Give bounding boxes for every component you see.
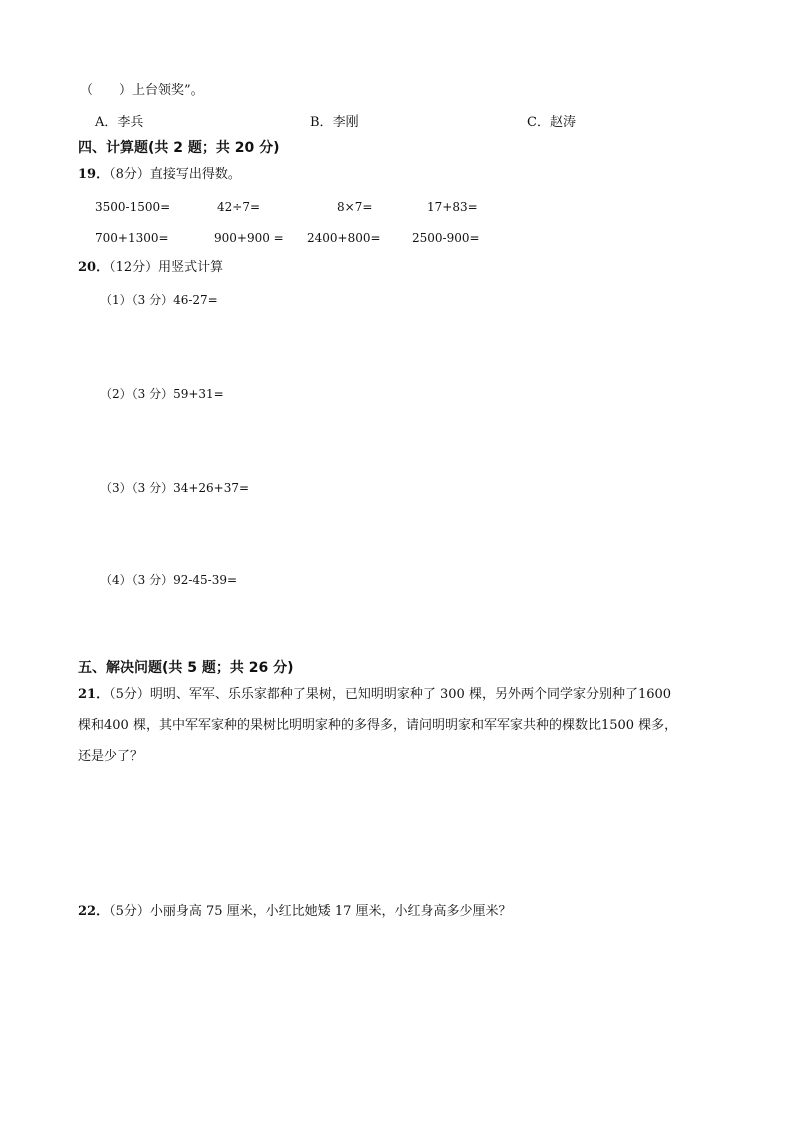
section5-title: 五、解决问题(共 5 题；共 26 分) xyxy=(78,660,294,676)
q20-number: 20． xyxy=(78,260,110,275)
q18-blank-line xyxy=(80,82,204,100)
q19-expr-2: 42÷7= xyxy=(217,200,261,214)
q18-option-b xyxy=(310,114,359,132)
option-text: 李兵 xyxy=(117,115,144,130)
q19-expr-7: 2400+800= xyxy=(307,231,381,245)
q19-expr-5: 700+1300= xyxy=(95,231,169,245)
q20-item-2: （2）（3 分）59+31= xyxy=(100,387,224,401)
q21-line-1 xyxy=(78,686,671,704)
q20-item-4: （4）（3 分）92-45-39= xyxy=(100,573,238,587)
q18-option-a xyxy=(95,114,143,132)
q20-item-3: （3）（3 分）34+26+37= xyxy=(100,481,250,495)
q22-line xyxy=(78,903,512,921)
q20-score: （12分） xyxy=(109,260,159,275)
q20-prompt: 用竖式计算 xyxy=(158,260,224,275)
option-text: 李刚 xyxy=(332,115,359,130)
q22-score: （5分） xyxy=(109,904,150,919)
q19-number: 19． xyxy=(78,167,110,182)
q18-blank-text: （ ）上台领奖”。 xyxy=(80,83,204,98)
q21-text-1: 明明、军军、乐乐家都种了果树，已知明明家种了 300 棵，另外两个同学家分别种了1600 xyxy=(149,687,672,702)
q19-score: （8分） xyxy=(109,167,150,182)
option-letter: B． xyxy=(310,115,333,130)
option-letter: C． xyxy=(527,115,550,130)
option-text: 赵涛 xyxy=(549,115,576,130)
q21-number: 21． xyxy=(78,687,110,702)
q18-option-c xyxy=(527,114,576,132)
q22-text: 小丽身高 75 厘米，小红比她矮 17 厘米，小红身高多少厘米？ xyxy=(149,904,512,919)
q19-expr-8: 2500-900= xyxy=(412,231,480,245)
q19-prompt: 直接写出得数。 xyxy=(149,167,241,182)
q19-expr-3: 8×7= xyxy=(337,200,373,214)
q21-score: （5分） xyxy=(109,687,150,702)
q19-expr-1: 3500-1500= xyxy=(95,200,171,214)
q20-header xyxy=(78,259,223,277)
q19-expr-6: 900+900 = xyxy=(214,231,284,245)
q21-line-3: 还是少了？ xyxy=(78,749,144,764)
q22-number: 22． xyxy=(78,904,110,919)
q19-header xyxy=(78,166,241,184)
q20-item-1: （1）（3 分）46-27= xyxy=(100,293,218,307)
q19-expr-4: 17+83= xyxy=(427,200,478,214)
option-letter: A． xyxy=(95,115,118,130)
q21-line-2: 棵和400 棵，其中军军家种的果树比明明家种的多得多，请问明明家和军军家共种的棵数比1500 棵多， xyxy=(78,718,678,733)
section4-title: 四、计算题(共 2 题；共 20 分) xyxy=(78,140,280,156)
